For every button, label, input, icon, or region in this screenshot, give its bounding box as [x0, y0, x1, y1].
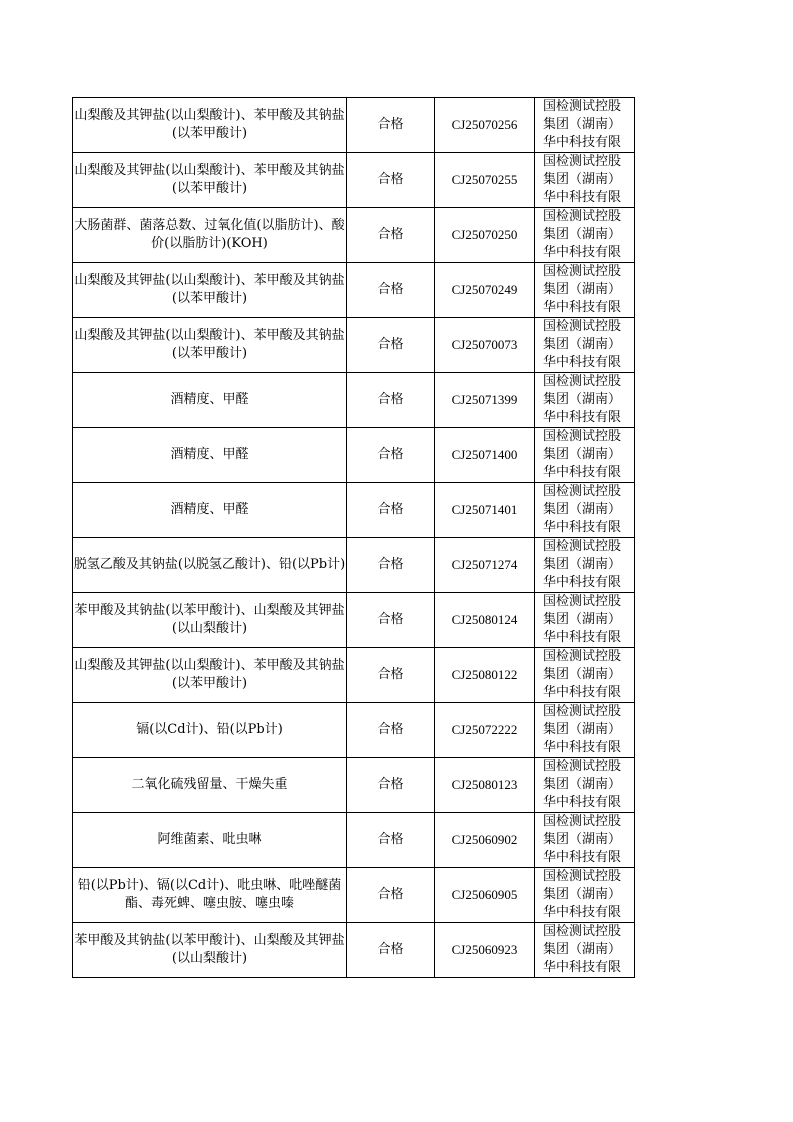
result-cell: 合格: [347, 648, 435, 703]
test-items-cell: 苯甲酸及其钠盐(以苯甲酸计)、山梨酸及其钾盐(以山梨酸计): [73, 923, 347, 978]
testing-agency-cell: [535, 758, 635, 813]
agency-line: 华中科技有限: [543, 575, 622, 590]
agency-line: 集团（湖南）: [543, 942, 622, 957]
results-table: [72, 97, 635, 978]
table-row: [73, 373, 635, 428]
table-row: [73, 703, 635, 758]
test-items-cell: 脱氢乙酸及其钠盐(以脱氢乙酸计)、铅(以Pb计): [73, 538, 347, 593]
test-items-cell: 山梨酸及其钾盐(以山梨酸计)、苯甲酸及其钠盐(以苯甲酸计): [73, 263, 347, 318]
result-cell: 合格: [347, 208, 435, 263]
agency-line: 华中科技有限: [543, 245, 622, 260]
agency-line: 国检测试控股: [543, 484, 622, 499]
table-row: [73, 593, 635, 648]
table-row: [73, 153, 635, 208]
test-items-cell: 大肠菌群、菌落总数、过氧化值(以脂肪计)、酸价(以脂肪计)(KOH): [73, 208, 347, 263]
agency-line: 华中科技有限: [543, 410, 622, 425]
report-number-cell: CJ25071401: [435, 483, 535, 538]
testing-agency-cell: [535, 703, 635, 758]
result-cell: 合格: [347, 593, 435, 648]
report-number-cell: CJ25060905: [435, 868, 535, 923]
table-row: [73, 208, 635, 263]
report-number-cell: CJ25070073: [435, 318, 535, 373]
agency-line: 集团（湖南）: [543, 832, 622, 847]
agency-line: 华中科技有限: [543, 465, 622, 480]
testing-agency-cell: [535, 593, 635, 648]
agency-line: 华中科技有限: [543, 850, 622, 865]
agency-line: 华中科技有限: [543, 905, 622, 920]
testing-agency-cell: [535, 483, 635, 538]
report-number-cell: CJ25070256: [435, 98, 535, 153]
table-row: [73, 758, 635, 813]
agency-line: 国检测试控股: [543, 374, 622, 389]
test-items-cell: 山梨酸及其钾盐(以山梨酸计)、苯甲酸及其钠盐(以苯甲酸计): [73, 318, 347, 373]
agency-line: 国检测试控股: [543, 704, 622, 719]
agency-line: 集团（湖南）: [543, 172, 622, 187]
agency-line: 华中科技有限: [543, 300, 622, 315]
agency-line: 集团（湖南）: [543, 612, 622, 627]
agency-line: 集团（湖南）: [543, 392, 622, 407]
test-items-cell: 山梨酸及其钾盐(以山梨酸计)、苯甲酸及其钠盐(以苯甲酸计): [73, 153, 347, 208]
report-number-cell: CJ25070255: [435, 153, 535, 208]
report-number-cell: CJ25060923: [435, 923, 535, 978]
testing-agency-cell: [535, 428, 635, 483]
agency-line: 集团（湖南）: [543, 227, 622, 242]
testing-agency-cell: [535, 153, 635, 208]
agency-line: 集团（湖南）: [543, 777, 622, 792]
result-cell: 合格: [347, 703, 435, 758]
result-cell: 合格: [347, 538, 435, 593]
table-row: [73, 483, 635, 538]
agency-line: 华中科技有限: [543, 685, 622, 700]
agency-line: 国检测试控股: [543, 594, 622, 609]
table-row: [73, 868, 635, 923]
test-items-cell: 酒精度、甲醛: [73, 428, 347, 483]
table-row: [73, 923, 635, 978]
agency-line: 华中科技有限: [543, 630, 622, 645]
agency-line: 国检测试控股: [543, 924, 622, 939]
agency-line: 国检测试控股: [543, 319, 622, 334]
agency-line: 华中科技有限: [543, 795, 622, 810]
agency-line: 集团（湖南）: [543, 557, 622, 572]
table-row: [73, 263, 635, 318]
table-row: [73, 813, 635, 868]
report-number-cell: CJ25080123: [435, 758, 535, 813]
agency-line: 华中科技有限: [543, 740, 622, 755]
agency-line: 集团（湖南）: [543, 337, 622, 352]
testing-agency-cell: [535, 373, 635, 428]
testing-agency-cell: [535, 263, 635, 318]
agency-line: 国检测试控股: [543, 539, 622, 554]
agency-line: 集团（湖南）: [543, 887, 622, 902]
agency-line: 国检测试控股: [543, 154, 622, 169]
agency-line: 华中科技有限: [543, 960, 622, 975]
testing-agency-cell: [535, 923, 635, 978]
test-items-cell: 苯甲酸及其钠盐(以苯甲酸计)、山梨酸及其钾盐(以山梨酸计): [73, 593, 347, 648]
agency-line: 国检测试控股: [543, 99, 622, 114]
agency-line: 华中科技有限: [543, 520, 622, 535]
test-items-cell: 山梨酸及其钾盐(以山梨酸计)、苯甲酸及其钠盐(以苯甲酸计): [73, 648, 347, 703]
testing-agency-cell: [535, 813, 635, 868]
result-cell: 合格: [347, 373, 435, 428]
report-number-cell: CJ25070249: [435, 263, 535, 318]
result-cell: 合格: [347, 263, 435, 318]
result-cell: 合格: [347, 758, 435, 813]
report-number-cell: CJ25060902: [435, 813, 535, 868]
result-cell: 合格: [347, 483, 435, 538]
test-items-cell: 二氧化硫残留量、干燥失重: [73, 758, 347, 813]
agency-line: 集团（湖南）: [543, 722, 622, 737]
testing-agency-cell: [535, 868, 635, 923]
agency-line: 国检测试控股: [543, 649, 622, 664]
report-number-cell: CJ25070250: [435, 208, 535, 263]
agency-line: 国检测试控股: [543, 429, 622, 444]
agency-line: 集团（湖南）: [543, 282, 622, 297]
test-items-cell: 镉(以Cd计)、铅(以Pb计): [73, 703, 347, 758]
report-number-cell: CJ25071399: [435, 373, 535, 428]
agency-line: 集团（湖南）: [543, 117, 622, 132]
table-row: [73, 428, 635, 483]
result-cell: 合格: [347, 98, 435, 153]
agency-line: 国检测试控股: [543, 264, 622, 279]
test-items-cell: 山梨酸及其钾盐(以山梨酸计)、苯甲酸及其钠盐(以苯甲酸计): [73, 98, 347, 153]
agency-line: 国检测试控股: [543, 869, 622, 884]
agency-line: 集团（湖南）: [543, 447, 622, 462]
agency-line: 华中科技有限: [543, 190, 622, 205]
table-row: [73, 98, 635, 153]
report-number-cell: CJ25071400: [435, 428, 535, 483]
table-row: [73, 318, 635, 373]
results-table-body: [73, 98, 635, 978]
testing-agency-cell: [535, 98, 635, 153]
agency-line: 国检测试控股: [543, 759, 622, 774]
agency-line: 国检测试控股: [543, 209, 622, 224]
test-items-cell: 酒精度、甲醛: [73, 373, 347, 428]
report-number-cell: CJ25080122: [435, 648, 535, 703]
report-number-cell: CJ25080124: [435, 593, 535, 648]
result-cell: 合格: [347, 813, 435, 868]
testing-agency-cell: [535, 648, 635, 703]
testing-agency-cell: [535, 318, 635, 373]
agency-line: 集团（湖南）: [543, 667, 622, 682]
agency-line: 华中科技有限: [543, 135, 622, 150]
result-cell: 合格: [347, 868, 435, 923]
testing-agency-cell: [535, 208, 635, 263]
result-cell: 合格: [347, 428, 435, 483]
agency-line: 国检测试控股: [543, 814, 622, 829]
agency-line: 华中科技有限: [543, 355, 622, 370]
table-row: [73, 538, 635, 593]
result-cell: 合格: [347, 153, 435, 208]
test-items-cell: 酒精度、甲醛: [73, 483, 347, 538]
testing-agency-cell: [535, 538, 635, 593]
table-row: [73, 648, 635, 703]
agency-line: 集团（湖南）: [543, 502, 622, 517]
report-number-cell: CJ25072222: [435, 703, 535, 758]
result-cell: 合格: [347, 318, 435, 373]
test-items-cell: 阿维菌素、吡虫啉: [73, 813, 347, 868]
result-cell: 合格: [347, 923, 435, 978]
test-items-cell: 铅(以Pb计)、镉(以Cd计)、吡虫啉、吡唑醚菌酯、毒死蜱、噻虫胺、噻虫嗪: [73, 868, 347, 923]
report-number-cell: CJ25071274: [435, 538, 535, 593]
